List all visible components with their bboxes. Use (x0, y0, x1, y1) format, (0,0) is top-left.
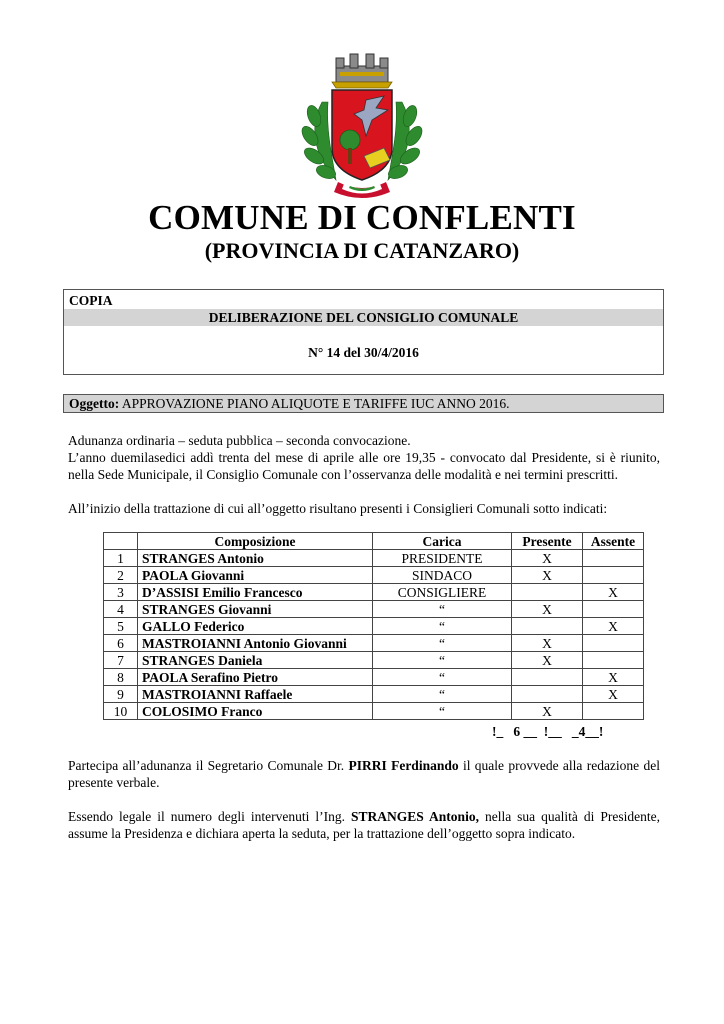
row-presente: X (512, 550, 583, 567)
secretary-text-post: il quale provvede alla redazione del presente verbale. (68, 758, 660, 790)
row-presente (512, 686, 583, 703)
row-number: 6 (104, 635, 138, 652)
secretary-text-pre: Partecipa all’adunanza il Segretario Comunale Dr. (68, 758, 349, 773)
row-presente: X (512, 601, 583, 618)
president-name: STRANGES Antonio, (351, 809, 479, 824)
subject-label: Oggetto: (69, 396, 120, 411)
row-name: GALLO Federico (138, 618, 373, 635)
row-assente: X (583, 686, 644, 703)
table-row (104, 567, 644, 584)
row-number: 1 (104, 550, 138, 567)
row-carica: “ (373, 686, 512, 703)
row-number: 7 (104, 652, 138, 669)
row-name: MASTROIANNI Antonio Giovanni (138, 635, 373, 652)
deliberation-title: DELIBERAZIONE DEL CONSIGLIO COMUNALE (64, 309, 663, 326)
intro-line-1: Adunanza ordinaria – seduta pubblica – seconda convocazione. (68, 433, 411, 448)
row-number: 2 (104, 567, 138, 584)
page-title: COMUNE DI CONFLENTI (148, 198, 576, 237)
row-name: STRANGES Giovanni (138, 601, 373, 618)
table-row (104, 635, 644, 652)
table-row (104, 669, 644, 686)
row-carica: SINDACO (373, 567, 512, 584)
presidency-text-post: nella sua qualità di Presidente, assume la Presidenza e dichiara aperta la seduta, per la trattazione dell’oggetto sopra indicato. (68, 809, 661, 841)
table-row (104, 618, 644, 635)
row-carica: “ (373, 635, 512, 652)
row-number: 8 (104, 669, 138, 686)
row-name: MASTROIANNI Raffaele (138, 686, 373, 703)
conflenti-coat-of-arms-icon (292, 44, 432, 202)
row-assente (583, 635, 644, 652)
row-presente (512, 618, 583, 635)
row-assente (583, 550, 644, 567)
row-name: COLOSIMO Franco (138, 703, 373, 720)
row-number: 3 (104, 584, 138, 601)
row-assente: X (583, 618, 644, 635)
row-carica: “ (373, 601, 512, 618)
row-carica: “ (373, 669, 512, 686)
attendance-totals: !_ 6 __ !__ _4__! (492, 724, 604, 739)
row-number: 4 (104, 601, 138, 618)
presidency-text-pre: Essendo legale il numero degli intervenuti l’Ing. (68, 809, 352, 824)
table-row (104, 584, 644, 601)
row-name: PAOLA Serafino Pietro (138, 669, 373, 686)
header-number (104, 533, 138, 550)
row-presente (512, 584, 583, 601)
presidency-paragraph (68, 808, 660, 842)
table-row (104, 601, 644, 618)
row-carica: CONSIGLIERE (373, 584, 512, 601)
row-carica: “ (373, 652, 512, 669)
table-row (104, 686, 644, 703)
header-assente: Assente (583, 533, 644, 550)
row-name: D’ASSISI Emilio Francesco (138, 584, 373, 601)
subject-box (63, 394, 664, 413)
deliberation-header-box (63, 289, 664, 375)
row-carica: PRESIDENTE (373, 550, 512, 567)
copia-label: COPIA (69, 293, 113, 308)
secretary-paragraph (68, 757, 660, 791)
row-assente: X (583, 669, 644, 686)
row-assente (583, 652, 644, 669)
table-row (104, 703, 644, 720)
table-row (104, 652, 644, 669)
header-composizione: Composizione (138, 533, 373, 550)
page-subtitle: (PROVINCIA DI CATANZARO) (204, 238, 520, 263)
row-name: STRANGES Antonio (138, 550, 373, 567)
row-number: 9 (104, 686, 138, 703)
header-carica: Carica (373, 533, 512, 550)
row-number: 10 (104, 703, 138, 720)
row-presente: X (512, 635, 583, 652)
deliberation-number: N° 14 del 30/4/2016 (308, 345, 419, 360)
table-header-row (104, 533, 644, 550)
row-name: PAOLA Giovanni (138, 567, 373, 584)
header-presente: Presente (512, 533, 583, 550)
row-presente: X (512, 567, 583, 584)
row-assente: X (583, 584, 644, 601)
row-name: STRANGES Daniela (138, 652, 373, 669)
table-row (104, 550, 644, 567)
intro-line-3: All’inizio della trattazione di cui all’oggetto risultano presenti i Consiglieri Comunali sotto indicati: (68, 501, 608, 516)
councillors-table (103, 532, 644, 720)
row-presente: X (512, 703, 583, 720)
row-assente (583, 601, 644, 618)
row-assente (583, 703, 644, 720)
row-carica: “ (373, 618, 512, 635)
row-assente (583, 567, 644, 584)
row-presente: X (512, 652, 583, 669)
subject-text: APPROVAZIONE PIANO ALIQUOTE E TARIFFE IUC ANNO 2016. (119, 396, 510, 411)
intro-line-2: L’anno duemilasedici addì trenta del mese di aprile alle ore 19,35 - convocato dal Presidente, si è riunito, nella Sede Municipale, il Consiglio Comunale con l’osservanza delle modalità e nei termini prescritti. (68, 450, 660, 482)
row-presente (512, 669, 583, 686)
row-carica: “ (373, 703, 512, 720)
secretary-name: PIRRI Ferdinando (348, 758, 459, 773)
row-number: 5 (104, 618, 138, 635)
